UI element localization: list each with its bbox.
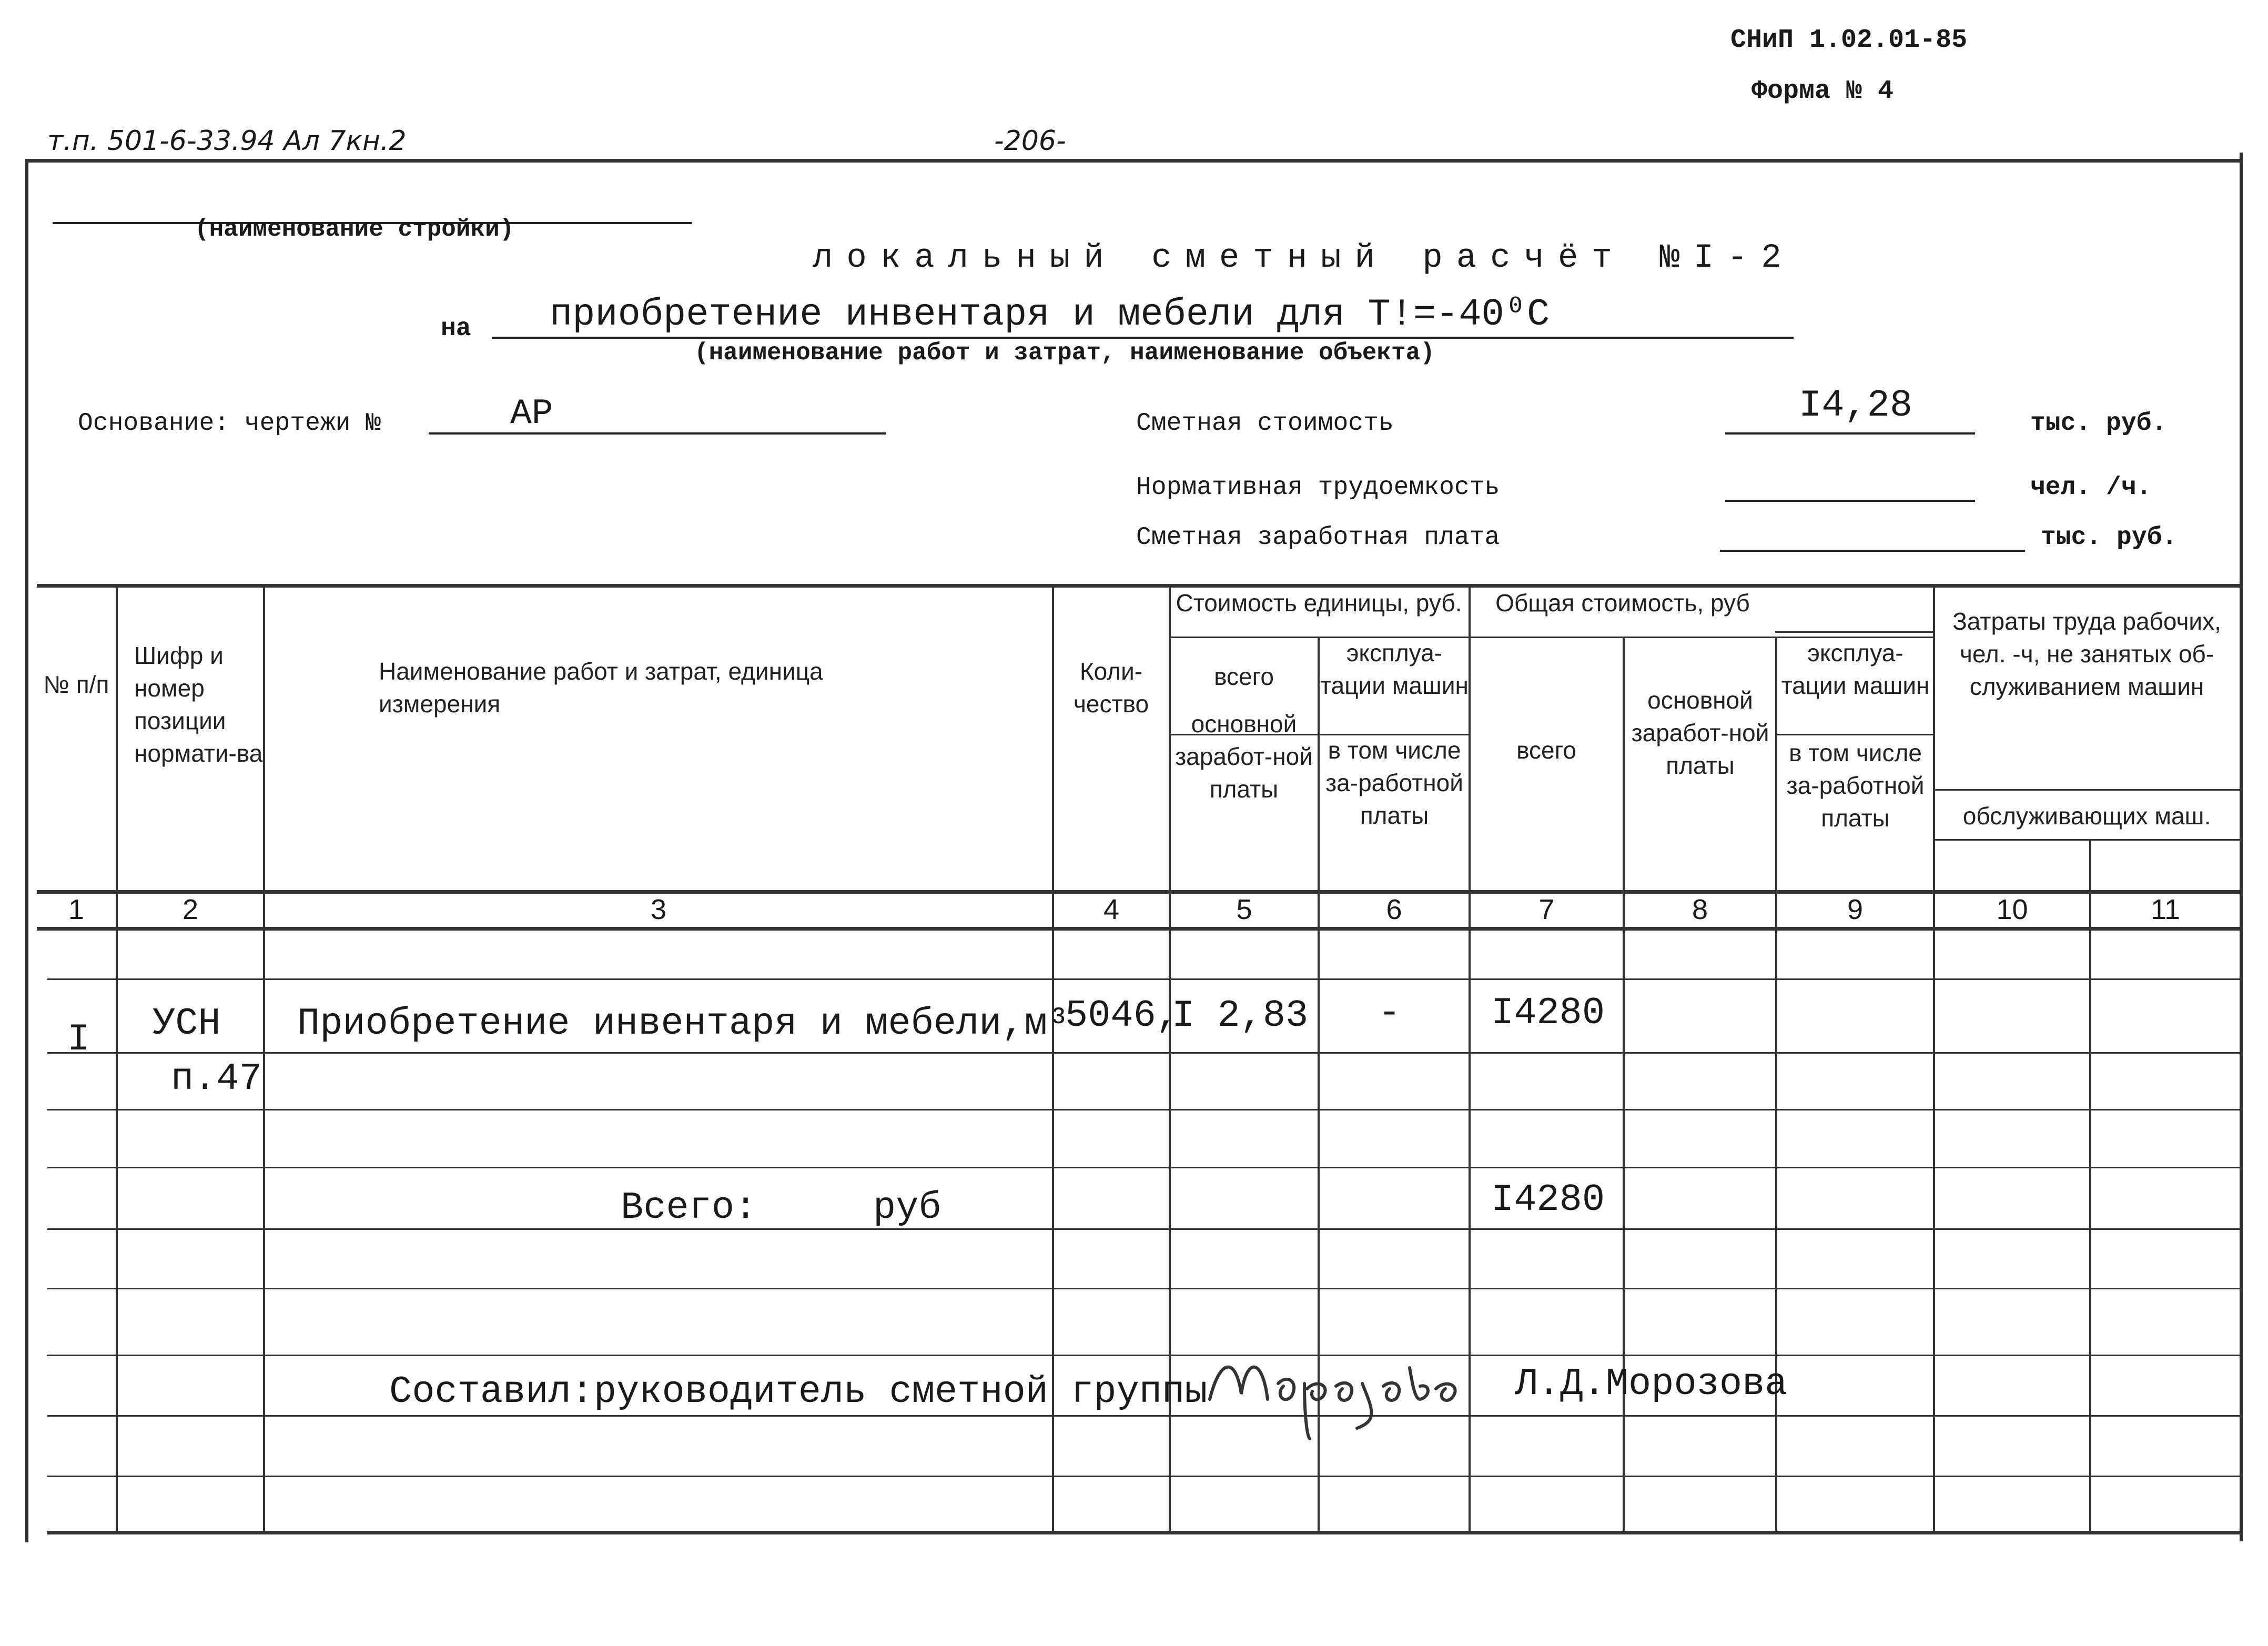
frame-left xyxy=(25,159,28,1542)
header-quantity: Коли-чество xyxy=(1073,658,1149,718)
header-total-cost: Общая стоимость, руб xyxy=(1495,589,1750,617)
frame-top xyxy=(25,159,2240,163)
header-unit-cost: Стоимость единицы, руб. xyxy=(1176,589,1462,617)
basis-label: Основание: чертежи № xyxy=(78,409,381,438)
handwritten-signature xyxy=(1199,1336,1473,1441)
col-number: 11 xyxy=(2150,894,2181,925)
total-value: I4280 xyxy=(1491,1178,1605,1221)
header-unit-expl: эксплуа-тации машин xyxy=(1320,639,1469,699)
header-total-vsego: всего xyxy=(1516,736,1576,764)
page-number: -206- xyxy=(994,125,1066,157)
signature-name: Л.Д.Морозова xyxy=(1515,1362,1788,1406)
tp-reference: т.п. 501-6-33.94 Ал 7кн.2 xyxy=(47,125,407,157)
wage-line xyxy=(1720,550,2025,552)
row-number: I xyxy=(67,1018,90,1061)
header-total-basic-wage: основной заработ-ной платы xyxy=(1631,686,1769,779)
header-total-expl: эксплуа-тации машин xyxy=(1781,639,1930,699)
cost-unit: тыс. руб. xyxy=(2030,409,2167,438)
on-label: на xyxy=(441,315,471,343)
wage-label: Сметная заработная плата xyxy=(1136,523,1500,552)
header-unit-vsego: всего xyxy=(1214,663,1274,690)
basis-line xyxy=(429,432,886,435)
col-number: 4 xyxy=(1103,894,1120,925)
construction-caption: (наименование стройки) xyxy=(195,216,514,243)
header-name: Наименование работ и затрат, единица измерения xyxy=(379,658,823,718)
row-total: I4280 xyxy=(1491,992,1605,1035)
col-number: 8 xyxy=(1692,894,1708,925)
col-number: 7 xyxy=(1538,894,1555,925)
col-number: 5 xyxy=(1236,894,1252,925)
labor-label: Нормативная трудоемкость xyxy=(1136,473,1500,502)
header-total-incl-wage: в том числе за-работной платы xyxy=(1786,739,1925,832)
total-label: Всего: xyxy=(621,1186,757,1229)
col-number: 2 xyxy=(182,894,199,925)
snip-code: СНиП 1.02.01-85 xyxy=(1730,25,1968,55)
wage-unit: тыс. руб. xyxy=(2041,523,2178,552)
row-code-position: п.47 xyxy=(171,1057,262,1100)
form-number: Форма № 4 xyxy=(1751,76,1894,106)
col-number: 1 xyxy=(68,894,85,925)
cost-value: I4,28 xyxy=(1799,384,1913,427)
row-code: УСН xyxy=(153,1002,221,1045)
col-number: 3 xyxy=(650,894,667,925)
header-number: № п/п xyxy=(43,671,109,698)
frame-right xyxy=(2240,153,2243,1541)
signature-text: Составил:руководитель сметной группы xyxy=(389,1370,1208,1413)
header-unit-basic-wage: основной заработ-ной платы xyxy=(1175,710,1313,803)
cost-line xyxy=(1725,432,1975,435)
basis-value: АР xyxy=(510,393,553,434)
col-number: 10 xyxy=(1996,894,2028,925)
header-labor-sub: обслуживающих маш. xyxy=(1962,802,2211,830)
col-number: 9 xyxy=(1847,894,1864,925)
row-quantity: 5046, xyxy=(1065,994,1179,1037)
header-labor: Затраты труда рабочих, чел. -ч, не занятых об-служиванием машин xyxy=(1952,608,2221,700)
row-name: Приобретение инвентаря и мебели,м³ xyxy=(297,1002,1070,1045)
total-unit: руб xyxy=(873,1186,941,1229)
subject-caption: (наименование работ и затрат, наименование объекта) xyxy=(694,339,1435,367)
header-code: Шифр и номер позиции нормати-ва xyxy=(134,642,263,767)
subject-line xyxy=(492,337,1794,339)
labor-unit: чел. /ч. xyxy=(2030,473,2152,502)
row-expl: - xyxy=(1378,992,1401,1035)
col-number: 6 xyxy=(1386,894,1402,925)
header-unit-incl-wage: в том числе за-работной платы xyxy=(1325,736,1463,829)
cost-label: Сметная стоимость xyxy=(1136,409,1394,438)
row-unit-cost: I 2,83 xyxy=(1172,994,1309,1037)
labor-line xyxy=(1725,500,1975,502)
form-title: локальный сметный расчёт №I-2 xyxy=(813,239,1795,277)
subject-text: приобретение инвентаря и мебели для Т!=-40⁰С xyxy=(550,293,1550,336)
